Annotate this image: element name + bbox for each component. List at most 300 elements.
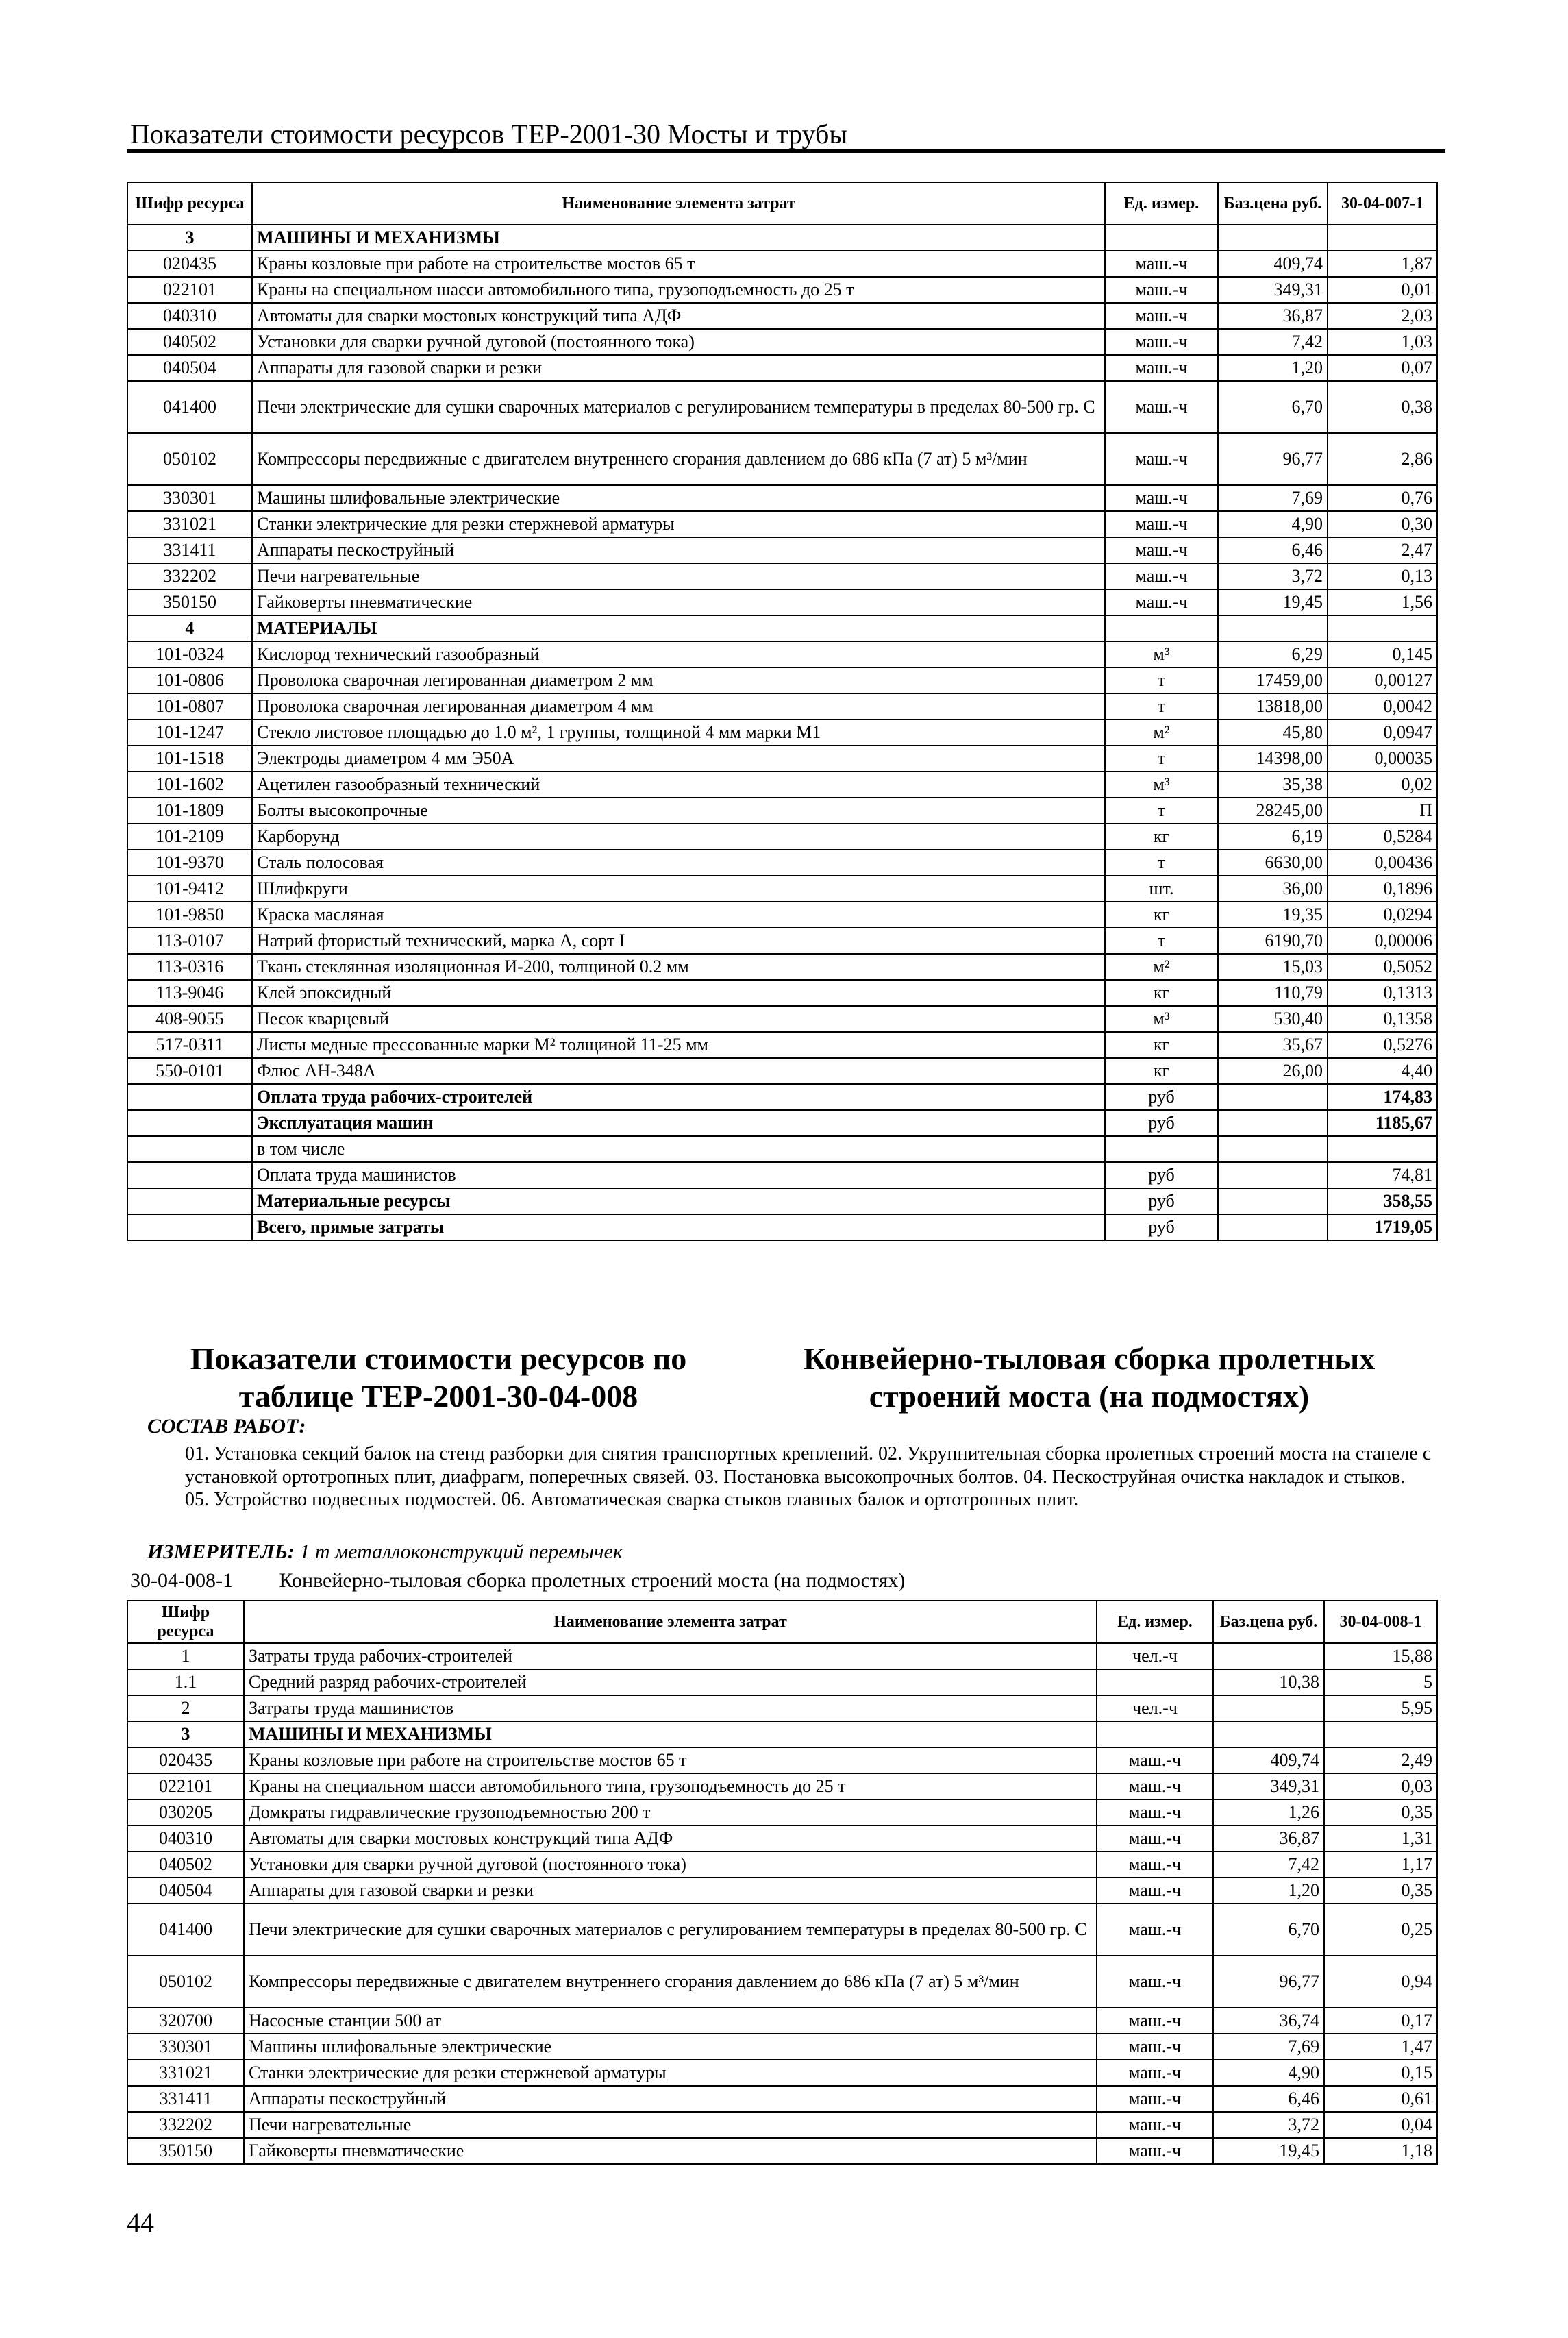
cell-name: Клей эпоксидный bbox=[252, 980, 1105, 1006]
cell-name: Краны на специальном шасси автомобильного типа, грузоподъемность до 25 т bbox=[252, 277, 1105, 303]
cell-name: Печи нагревательные bbox=[252, 563, 1105, 589]
cell-name: Гайковерты пневматические bbox=[252, 589, 1105, 615]
cell-code: 331021 bbox=[127, 511, 252, 537]
cell-unit: т bbox=[1105, 850, 1218, 876]
cell-unit: маш.-ч bbox=[1105, 303, 1218, 329]
table-row bbox=[127, 1825, 1437, 1851]
cell-value: 0,0294 bbox=[1328, 902, 1437, 928]
cell-value: 5 bbox=[1324, 1669, 1437, 1695]
cell-price: 96,77 bbox=[1213, 1956, 1324, 2008]
table-row bbox=[127, 2138, 1437, 2164]
cell-value: 0,1313 bbox=[1328, 980, 1437, 1006]
cell-code: 101-1809 bbox=[127, 798, 252, 824]
cell-value: 0,76 bbox=[1328, 485, 1437, 511]
cell-value: 0,03 bbox=[1324, 1773, 1437, 1799]
cell-value: 1,56 bbox=[1328, 589, 1437, 615]
cell-code: 020435 bbox=[127, 1747, 244, 1773]
cell-name: МАТЕРИАЛЫ bbox=[252, 615, 1105, 641]
resource-table-1 bbox=[127, 182, 1438, 1241]
col-header-norm: 30-04-008-1 bbox=[1324, 1601, 1437, 1643]
cell-unit: м² bbox=[1105, 954, 1218, 980]
cell-name: Установки для сварки ручной дуговой (постоянного тока) bbox=[252, 329, 1105, 355]
cell-price bbox=[1218, 1188, 1328, 1214]
cell-price bbox=[1218, 1214, 1328, 1240]
cell-unit: кг bbox=[1105, 1058, 1218, 1084]
cell-price: 45,80 bbox=[1218, 719, 1328, 746]
cell-unit: шт. bbox=[1105, 876, 1218, 902]
cell-value: 0,17 bbox=[1324, 2008, 1437, 2034]
cell-name: Оплата труда машинистов bbox=[252, 1162, 1105, 1188]
meter-text: 1 т металлоконструкций перемычек bbox=[299, 1540, 623, 1563]
cell-unit: м³ bbox=[1105, 641, 1218, 667]
cell-name: Аппараты пескоструйный bbox=[244, 2086, 1097, 2112]
cell-unit bbox=[1097, 1669, 1213, 1695]
cell-price: 17459,00 bbox=[1218, 667, 1328, 693]
cell-name: Насосные станции 500 ат bbox=[244, 2008, 1097, 2034]
cell-name: Аппараты для газовой сварки и резки bbox=[244, 1878, 1097, 1904]
cell-code: 040310 bbox=[127, 1825, 244, 1851]
table-row bbox=[127, 1188, 1437, 1214]
cell-value: 0,07 bbox=[1328, 355, 1437, 381]
cell-value: 0,00127 bbox=[1328, 667, 1437, 693]
table-row bbox=[127, 1799, 1437, 1825]
cell-price: 13818,00 bbox=[1218, 693, 1328, 719]
cell-code: 330301 bbox=[127, 2034, 244, 2060]
table-row bbox=[127, 303, 1437, 329]
cell-name: Краны козловые при работе на строительстве мостов 65 т bbox=[244, 1747, 1097, 1773]
cell-name: Ткань стеклянная изоляционная И-200, толщиной 0.2 мм bbox=[252, 954, 1105, 980]
cell-price bbox=[1213, 1721, 1324, 1747]
cell-value: 4,40 bbox=[1328, 1058, 1437, 1084]
cell-unit bbox=[1105, 1136, 1218, 1162]
table-row bbox=[127, 329, 1437, 355]
cell-unit: руб bbox=[1105, 1214, 1218, 1240]
cell-unit: маш.-ч bbox=[1105, 589, 1218, 615]
resource-table-2 bbox=[127, 1600, 1438, 2165]
cell-name: Краны козловые при работе на строительстве мостов 65 т bbox=[252, 251, 1105, 277]
table-row bbox=[127, 719, 1437, 746]
table-row bbox=[127, 277, 1437, 303]
col-header-unit: Ед. измер. bbox=[1105, 182, 1218, 225]
cell-unit: маш.-ч bbox=[1105, 355, 1218, 381]
cell-code: 4 bbox=[127, 615, 252, 641]
cell-name: Карборунд bbox=[252, 824, 1105, 850]
cell-code: 050102 bbox=[127, 1956, 244, 2008]
cell-name: Краны на специальном шасси автомобильного типа, грузоподъемность до 25 т bbox=[244, 1773, 1097, 1799]
cell-name: Затраты труда машинистов bbox=[244, 1695, 1097, 1721]
cell-price: 36,74 bbox=[1213, 2008, 1324, 2034]
cell-value: 1,03 bbox=[1328, 329, 1437, 355]
cell-value: 1,17 bbox=[1324, 1851, 1437, 1878]
cell-value: 0,13 bbox=[1328, 563, 1437, 589]
cell-code: 101-9370 bbox=[127, 850, 252, 876]
table-row bbox=[127, 928, 1437, 954]
cell-code: 040502 bbox=[127, 329, 252, 355]
cell-name: Натрий фтористый технический, марка А, сорт I bbox=[252, 928, 1105, 954]
cell-unit: чел.-ч bbox=[1097, 1695, 1213, 1721]
cell-name: Машины шлифовальные электрические bbox=[252, 485, 1105, 511]
table-row bbox=[127, 251, 1437, 277]
cell-name: Станки электрические для резки стержневой арматуры bbox=[252, 511, 1105, 537]
cell-price bbox=[1218, 615, 1328, 641]
col-header-code: Шифр ресурса bbox=[127, 182, 252, 225]
cell-code: 101-9412 bbox=[127, 876, 252, 902]
cell-unit: маш.-ч bbox=[1105, 537, 1218, 563]
cell-price: 6,29 bbox=[1218, 641, 1328, 667]
table-row bbox=[127, 1695, 1437, 1721]
cell-name: Листы медные прессованные марки М² толщиной 11-25 мм bbox=[252, 1032, 1105, 1058]
cell-unit: руб bbox=[1105, 1162, 1218, 1188]
cell-unit: т bbox=[1105, 693, 1218, 719]
cell-name: Автоматы для сварки мостовых конструкций типа АДФ bbox=[252, 303, 1105, 329]
cell-code: 041400 bbox=[127, 1904, 244, 1956]
cell-name: Проволока сварочная легированная диаметром 2 мм bbox=[252, 667, 1105, 693]
cell-name: Затраты труда рабочих-строителей bbox=[244, 1643, 1097, 1669]
cell-unit: маш.-ч bbox=[1105, 511, 1218, 537]
cell-name: Домкраты гидравлические грузоподъемностью 200 т bbox=[244, 1799, 1097, 1825]
cell-value: 1,47 bbox=[1324, 2034, 1437, 2060]
cell-price: 35,67 bbox=[1218, 1032, 1328, 1058]
cell-value: 1,18 bbox=[1324, 2138, 1437, 2164]
table-row bbox=[127, 902, 1437, 928]
cell-code: 022101 bbox=[127, 1773, 244, 1799]
cell-name: Всего, прямые затраты bbox=[252, 1214, 1105, 1240]
cell-code bbox=[127, 1110, 252, 1136]
cell-price: 36,00 bbox=[1218, 876, 1328, 902]
cell-value: 0,38 bbox=[1328, 381, 1437, 433]
cell-value: 0,0042 bbox=[1328, 693, 1437, 719]
cell-price bbox=[1213, 1643, 1324, 1669]
cell-value: П bbox=[1328, 798, 1437, 824]
cell-value: 2,47 bbox=[1328, 537, 1437, 563]
cell-unit: руб bbox=[1105, 1110, 1218, 1136]
cell-price: 10,38 bbox=[1213, 1669, 1324, 1695]
table-section-row bbox=[127, 225, 1437, 251]
cell-name: Станки электрические для резки стержневой арматуры bbox=[244, 2060, 1097, 2086]
cell-price: 7,69 bbox=[1218, 485, 1328, 511]
cell-value: 0,145 bbox=[1328, 641, 1437, 667]
cell-value: 1,31 bbox=[1324, 1825, 1437, 1851]
cell-unit: маш.-ч bbox=[1097, 1904, 1213, 1956]
cell-name: Краска масляная bbox=[252, 902, 1105, 928]
cell-value bbox=[1324, 1721, 1437, 1747]
table-row bbox=[127, 1136, 1437, 1162]
cell-value: 0,00006 bbox=[1328, 928, 1437, 954]
cell-price: 7,42 bbox=[1213, 1851, 1324, 1878]
table-header-row bbox=[127, 1601, 1437, 1643]
cell-code: 3 bbox=[127, 1721, 244, 1747]
table-row bbox=[127, 954, 1437, 980]
cell-unit: маш.-ч bbox=[1105, 329, 1218, 355]
table-caption-code: 30-04-008-1 bbox=[130, 1569, 233, 1592]
cell-code: 320700 bbox=[127, 2008, 244, 2034]
cell-code bbox=[127, 1162, 252, 1188]
cell-value: 0,94 bbox=[1324, 1956, 1437, 2008]
cell-code: 550-0101 bbox=[127, 1058, 252, 1084]
cell-unit: маш.-ч bbox=[1105, 485, 1218, 511]
cell-price: 1,20 bbox=[1218, 355, 1328, 381]
cell-price: 409,74 bbox=[1218, 251, 1328, 277]
cell-unit: т bbox=[1105, 746, 1218, 772]
cell-unit: маш.-ч bbox=[1097, 1773, 1213, 1799]
cell-unit: руб bbox=[1105, 1188, 1218, 1214]
cell-code: 040504 bbox=[127, 1878, 244, 1904]
table-row bbox=[127, 1032, 1437, 1058]
section-title-right: Конвейерно-тыловая сборка пролетных строений моста (на подмостях) bbox=[803, 1341, 1376, 1414]
cell-unit: маш.-ч bbox=[1097, 2008, 1213, 2034]
composition-label: СОСТАВ РАБОТ: bbox=[147, 1415, 306, 1438]
cell-code bbox=[127, 1136, 252, 1162]
cell-value: 0,30 bbox=[1328, 511, 1437, 537]
col-header-unit: Ед. измер. bbox=[1097, 1601, 1213, 1643]
cell-value: 1185,67 bbox=[1328, 1110, 1437, 1136]
cell-code: 517-0311 bbox=[127, 1032, 252, 1058]
page-number: 44 bbox=[127, 2207, 154, 2238]
cell-unit: чел.-ч bbox=[1097, 1643, 1213, 1669]
cell-code bbox=[127, 1188, 252, 1214]
cell-unit: маш.-ч bbox=[1097, 2086, 1213, 2112]
cell-name: МАШИНЫ И МЕХАНИЗМЫ bbox=[252, 225, 1105, 251]
cell-value: 2,86 bbox=[1328, 433, 1437, 485]
cell-value: 0,00436 bbox=[1328, 850, 1437, 876]
cell-name: Аппараты для газовой сварки и резки bbox=[252, 355, 1105, 381]
table-row bbox=[127, 667, 1437, 693]
cell-name: Электроды диаметром 4 мм Э50А bbox=[252, 746, 1105, 772]
cell-name: Сталь полосовая bbox=[252, 850, 1105, 876]
cell-price: 1,26 bbox=[1213, 1799, 1324, 1825]
cell-value: 15,88 bbox=[1324, 1643, 1437, 1669]
cell-unit: маш.-ч bbox=[1097, 2060, 1213, 2086]
table-caption-name: Конвейерно-тыловая сборка пролетных строений моста (на подмостях) bbox=[279, 1569, 906, 1592]
table-row bbox=[127, 1747, 1437, 1773]
cell-value: 0,5276 bbox=[1328, 1032, 1437, 1058]
cell-code: 113-0316 bbox=[127, 954, 252, 980]
cell-name: Оплата труда рабочих-строителей bbox=[252, 1084, 1105, 1110]
cell-unit: маш.-ч bbox=[1097, 1851, 1213, 1878]
cell-price: 6,19 bbox=[1218, 824, 1328, 850]
cell-unit: кг bbox=[1105, 980, 1218, 1006]
cell-name: Компрессоры передвижные с двигателем внутреннего сгорания давлением до 686 кПа (7 ат) 5 м³/мин bbox=[244, 1956, 1097, 2008]
cell-value: 0,1896 bbox=[1328, 876, 1437, 902]
table-section-row bbox=[127, 615, 1437, 641]
table-row bbox=[127, 850, 1437, 876]
cell-value bbox=[1328, 225, 1437, 251]
cell-price: 19,45 bbox=[1213, 2138, 1324, 2164]
col-header-code: Шифр ресурса bbox=[127, 1601, 244, 1643]
cell-name: Шлифкруги bbox=[252, 876, 1105, 902]
cell-code: 020435 bbox=[127, 251, 252, 277]
cell-value: 0,00035 bbox=[1328, 746, 1437, 772]
table-row bbox=[127, 980, 1437, 1006]
cell-name: Эксплуатация машин bbox=[252, 1110, 1105, 1136]
table-row bbox=[127, 589, 1437, 615]
table-row bbox=[127, 1851, 1437, 1878]
col-header-price: Баз.цена руб. bbox=[1218, 182, 1328, 225]
cell-code: 332202 bbox=[127, 563, 252, 589]
cell-price: 6,70 bbox=[1218, 381, 1328, 433]
cell-unit: м³ bbox=[1105, 772, 1218, 798]
cell-unit: маш.-ч bbox=[1097, 2138, 1213, 2164]
cell-code: 101-2109 bbox=[127, 824, 252, 850]
cell-value: 1719,05 bbox=[1328, 1214, 1437, 1240]
cell-value: 2,03 bbox=[1328, 303, 1437, 329]
cell-price bbox=[1218, 1162, 1328, 1188]
cell-price: 7,42 bbox=[1218, 329, 1328, 355]
cell-price: 4,90 bbox=[1213, 2060, 1324, 2086]
cell-price: 14398,00 bbox=[1218, 746, 1328, 772]
cell-value: 0,01 bbox=[1328, 277, 1437, 303]
cell-price: 6,70 bbox=[1213, 1904, 1324, 1956]
cell-price: 4,90 bbox=[1218, 511, 1328, 537]
table-body bbox=[127, 225, 1437, 1240]
cell-code: 101-0806 bbox=[127, 667, 252, 693]
cell-code bbox=[127, 1084, 252, 1110]
cell-code: 101-1518 bbox=[127, 746, 252, 772]
cell-value: 174,83 bbox=[1328, 1084, 1437, 1110]
table-row bbox=[127, 824, 1437, 850]
table-row bbox=[127, 355, 1437, 381]
table-row bbox=[127, 1904, 1437, 1956]
cell-code: 1.1 bbox=[127, 1669, 244, 1695]
cell-code: 050102 bbox=[127, 433, 252, 485]
cell-unit bbox=[1097, 1721, 1213, 1747]
cell-price: 349,31 bbox=[1218, 277, 1328, 303]
cell-unit: маш.-ч bbox=[1097, 1878, 1213, 1904]
cell-value: 0,15 bbox=[1324, 2060, 1437, 2086]
cell-name: в том числе bbox=[252, 1136, 1105, 1162]
cell-value: 0,5284 bbox=[1328, 824, 1437, 850]
cell-price: 7,69 bbox=[1213, 2034, 1324, 2060]
cell-price: 349,31 bbox=[1213, 1773, 1324, 1799]
cell-name: Стекло листовое площадью до 1.0 м², 1 группы, толщиной 4 мм марки М1 bbox=[252, 719, 1105, 746]
cell-code: 350150 bbox=[127, 2138, 244, 2164]
table-row bbox=[127, 1773, 1437, 1799]
header-rule bbox=[127, 149, 1445, 153]
cell-price: 15,03 bbox=[1218, 954, 1328, 980]
cell-price bbox=[1218, 1136, 1328, 1162]
cell-code: 022101 bbox=[127, 277, 252, 303]
section-title-left: Показатели стоимости ресурсов по таблице ТЕР-2001-30-04-008 bbox=[190, 1341, 687, 1414]
table-row bbox=[127, 1058, 1437, 1084]
table-row bbox=[127, 1214, 1437, 1240]
cell-name: Средний разряд рабочих-строителей bbox=[244, 1669, 1097, 1695]
cell-name: Печи электрические для сушки сварочных материалов с регулированием температуры в пределах 80-500 гр. С bbox=[252, 381, 1105, 433]
cell-price: 96,77 bbox=[1218, 433, 1328, 485]
table-row bbox=[127, 2086, 1437, 2112]
cell-price: 409,74 bbox=[1213, 1747, 1324, 1773]
table-header-row bbox=[127, 182, 1437, 225]
cell-value: 358,55 bbox=[1328, 1188, 1437, 1214]
cell-unit: маш.-ч bbox=[1097, 2034, 1213, 2060]
table-row bbox=[127, 1110, 1437, 1136]
table-row bbox=[127, 2034, 1437, 2060]
composition-text: 01. Установка секций балок на стенд разборки для снятия транспортных креплений. 02. Укрупнительная сборка пролетных строений моста на стапеле с установкой ортотропных плит, диафрагм, поперечных связей. 03. Постановка высокопрочных болтов. 04. Пескоструйная очистка накладок и стыков. 05. Устройство подвесных подмостей. 06. Автоматическая сварка стыков главных балок и ортотропных плит. bbox=[185, 1443, 1432, 1511]
cell-price: 28245,00 bbox=[1218, 798, 1328, 824]
cell-name: Ацетилен газообразный технический bbox=[252, 772, 1105, 798]
cell-code: 331411 bbox=[127, 537, 252, 563]
cell-unit: т bbox=[1105, 928, 1218, 954]
table-row bbox=[127, 2112, 1437, 2138]
cell-name: Аппараты пескоструйный bbox=[252, 537, 1105, 563]
cell-code: 330301 bbox=[127, 485, 252, 511]
cell-price: 26,00 bbox=[1218, 1058, 1328, 1084]
cell-name: Болты высокопрочные bbox=[252, 798, 1105, 824]
col-header-name: Наименование элемента затрат bbox=[252, 182, 1105, 225]
cell-unit: маш.-ч bbox=[1097, 2112, 1213, 2138]
cell-unit: т bbox=[1105, 798, 1218, 824]
cell-name: Печи электрические для сушки сварочных материалов с регулированием температуры в пределах 80-500 гр. С bbox=[244, 1904, 1097, 1956]
cell-value: 0,02 bbox=[1328, 772, 1437, 798]
table-row bbox=[127, 511, 1437, 537]
cell-value: 0,5052 bbox=[1328, 954, 1437, 980]
cell-price bbox=[1218, 225, 1328, 251]
cell-value: 5,95 bbox=[1324, 1695, 1437, 1721]
cell-unit: маш.-ч bbox=[1097, 1825, 1213, 1851]
cell-value: 0,35 bbox=[1324, 1878, 1437, 1904]
cell-code: 2 bbox=[127, 1695, 244, 1721]
cell-price: 3,72 bbox=[1213, 2112, 1324, 2138]
cell-price: 6630,00 bbox=[1218, 850, 1328, 876]
table-row bbox=[127, 2060, 1437, 2086]
cell-value: 1,87 bbox=[1328, 251, 1437, 277]
cell-name: МАШИНЫ И МЕХАНИЗМЫ bbox=[244, 1721, 1097, 1747]
table-row bbox=[127, 537, 1437, 563]
cell-price: 1,20 bbox=[1213, 1878, 1324, 1904]
cell-price: 19,35 bbox=[1218, 902, 1328, 928]
cell-unit: кг bbox=[1105, 1032, 1218, 1058]
table-row bbox=[127, 563, 1437, 589]
cell-unit: кг bbox=[1105, 902, 1218, 928]
table-row bbox=[127, 1006, 1437, 1032]
table-row bbox=[127, 485, 1437, 511]
cell-unit: руб bbox=[1105, 1084, 1218, 1110]
table-row bbox=[127, 772, 1437, 798]
cell-value bbox=[1328, 1136, 1437, 1162]
table-body bbox=[127, 1643, 1437, 2164]
cell-unit: кг bbox=[1105, 824, 1218, 850]
cell-name: Песок кварцевый bbox=[252, 1006, 1105, 1032]
cell-code: 041400 bbox=[127, 381, 252, 433]
cell-unit: м² bbox=[1105, 719, 1218, 746]
cell-code: 332202 bbox=[127, 2112, 244, 2138]
cell-code: 331411 bbox=[127, 2086, 244, 2112]
cell-name: Машины шлифовальные электрические bbox=[244, 2034, 1097, 2060]
cell-price: 6190,70 bbox=[1218, 928, 1328, 954]
cell-price bbox=[1218, 1110, 1328, 1136]
cell-code: 113-0107 bbox=[127, 928, 252, 954]
cell-name: Автоматы для сварки мостовых конструкций типа АДФ bbox=[244, 1825, 1097, 1851]
cell-name: Флюс АН-348А bbox=[252, 1058, 1105, 1084]
cell-value: 0,61 bbox=[1324, 2086, 1437, 2112]
table-row bbox=[127, 746, 1437, 772]
table-section-row bbox=[127, 1721, 1437, 1747]
cell-code: 1 bbox=[127, 1643, 244, 1669]
cell-code: 101-0807 bbox=[127, 693, 252, 719]
cell-price: 6,46 bbox=[1213, 2086, 1324, 2112]
cell-code: 408-9055 bbox=[127, 1006, 252, 1032]
table-row bbox=[127, 1878, 1437, 1904]
page-header-title: Показатели стоимости ресурсов ТЕР-2001-30 Мосты и трубы bbox=[130, 119, 848, 149]
cell-price: 3,72 bbox=[1218, 563, 1328, 589]
cell-code: 350150 bbox=[127, 589, 252, 615]
cell-value: 0,1358 bbox=[1328, 1006, 1437, 1032]
table-caption bbox=[130, 1569, 905, 1592]
table-row bbox=[127, 693, 1437, 719]
cell-name: Гайковерты пневматические bbox=[244, 2138, 1097, 2164]
cell-code: 101-1602 bbox=[127, 772, 252, 798]
cell-unit: маш.-ч bbox=[1105, 251, 1218, 277]
cell-value bbox=[1328, 615, 1437, 641]
